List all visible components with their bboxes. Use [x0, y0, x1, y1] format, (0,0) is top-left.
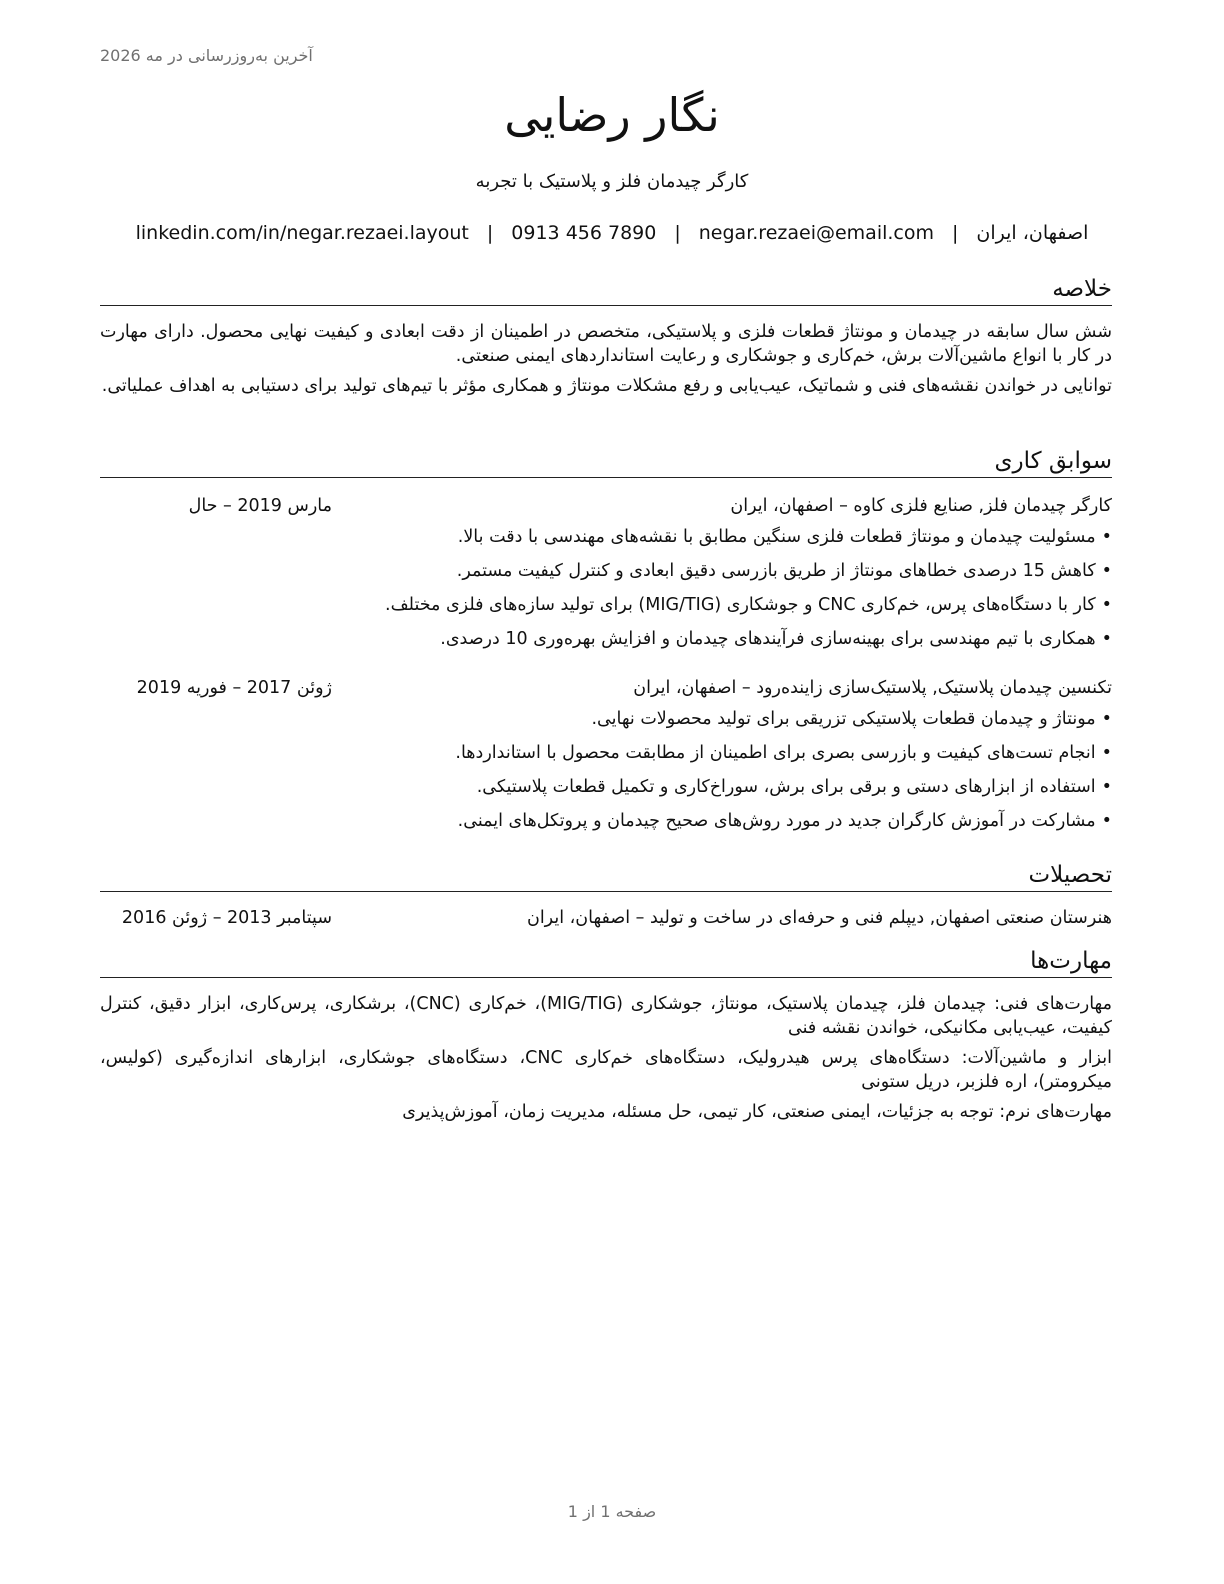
- bullet-dot-icon: •: [1101, 561, 1112, 581]
- section-title-summary: خلاصه: [100, 274, 1112, 306]
- skills-section: [100, 946, 1112, 1124]
- bullet-dot-icon: •: [1101, 595, 1112, 615]
- job-title: کارگر چیدمان فلز, صنایع فلزی کاوه – اصفهان، ایران: [730, 496, 1112, 516]
- education-entry: [100, 904, 1112, 932]
- contact-separator: |: [952, 222, 959, 244]
- skills-line: مهارت‌های فنی: چیدمان فلز، چیدمان پلاستیک، مونتاژ، جوشکاری (MIG/TIG)، خم‌کاری (CNC)، برشکاری، پرس‌کاری، ابزار دقیق، کنترل کیفیت، عیب‌یابی مکانیکی، خواندن نقشه فنی: [100, 994, 1112, 1038]
- skills-line: مهارت‌های نرم: توجه به جزئیات، ایمنی صنعتی، کار تیمی، حل مسئله، مدیریت زمان، آموزش‌پذیری: [402, 1102, 1112, 1122]
- job-bullets: [100, 702, 1112, 838]
- bullet-dot-icon: •: [1101, 709, 1112, 729]
- job-entry: [100, 674, 1112, 838]
- contact-line: [100, 222, 1124, 244]
- list-item: •مشارکت در آموزش کارگران جدید در مورد روش‌های صحیح چیدمان و پروتکل‌های ایمنی.: [100, 804, 1112, 838]
- contact-linkedin[interactable]: linkedin.com/in/negar.rezaei.layout: [135, 222, 469, 244]
- job-dates: ژوئن 2017 – فوریه 2019: [136, 678, 332, 698]
- contact-location: اصفهان، ایران: [976, 222, 1089, 244]
- education-title: هنرستان صنعتی اصفهان, دیپلم فنی و حرفه‌ای در ساخت و تولید – اصفهان، ایران: [526, 908, 1112, 928]
- bullet-dot-icon: •: [1101, 629, 1112, 649]
- section-title-education: تحصیلات: [100, 860, 1112, 892]
- summary-paragraph: شش سال سابقه در چیدمان و مونتاژ قطعات فلزی و پلاستیکی، متخصص در اطمینان از دقت ابعادی و کیفیت نهایی محصول. دارای مهارت در کار با انواع ماشین‌آلات برش، خم‌کاری و جوشکاری و رعایت استانداردهای ایمنی صنعتی.: [100, 322, 1112, 366]
- summary-section: [100, 274, 1112, 398]
- job-dates: مارس 2019 – حال: [188, 496, 332, 516]
- education-dates: سپتامبر 2013 – ژوئن 2016: [121, 908, 332, 928]
- bullet-dot-icon: •: [1101, 777, 1112, 797]
- list-item: •انجام تست‌های کیفیت و بازرسی بصری برای اطمینان از مطابقت محصول با استانداردها.: [100, 736, 1112, 770]
- job-header: [100, 674, 1112, 702]
- list-item: •همکاری با تیم مهندسی برای بهینه‌سازی فرآیندهای چیدمان و افزایش بهره‌وری 10 درصدی.: [100, 622, 1112, 656]
- contact-separator: |: [486, 222, 494, 244]
- list-item: •استفاده از ابزارهای دستی و برقی برای برش، سوراخ‌کاری و تکمیل قطعات پلاستیکی.: [100, 770, 1112, 804]
- experience-section: [100, 446, 1112, 838]
- candidate-name: نگار رضایی: [504, 88, 720, 142]
- job-title: تکنسین چیدمان پلاستیک, پلاستیک‌سازی زاینده‌رود – اصفهان، ایران: [633, 678, 1112, 698]
- list-item: •کار با دستگاه‌های پرس، خم‌کاری CNC و جوشکاری (MIG/TIG) برای تولید سازه‌های فلزی مختلف.: [100, 588, 1112, 622]
- candidate-headline: کارگر چیدمان فلز و پلاستیک با تجربه: [475, 171, 749, 192]
- list-item: •مسئولیت چیدمان و مونتاژ قطعات فلزی سنگین مطابق با نقشه‌های مهندسی با دقت بالا.: [100, 520, 1112, 554]
- section-title-experience: سوابق کاری: [100, 446, 1112, 478]
- list-item: •مونتاژ و چیدمان قطعات پلاستیکی تزریقی برای تولید محصولات نهایی.: [100, 702, 1112, 736]
- job-header: [100, 492, 1112, 520]
- contact-email[interactable]: negar.rezaei@email.com: [698, 222, 934, 244]
- job-entry: [100, 492, 1112, 656]
- skills-line: ابزار و ماشین‌آلات: دستگاه‌های پرس هیدرولیک، دستگاه‌های خم‌کاری CNC، دستگاه‌های جوشکاری، ابزارهای اندازه‌گیری (کولیس، میکرومتر)، اره فلزبر، دریل ستونی: [100, 1048, 1112, 1092]
- last-updated-note: آخرین به‌روزرسانی در مه 2026: [100, 46, 313, 65]
- section-title-skills: مهارت‌ها: [100, 946, 1112, 978]
- contact-phone: 0913 456 7890: [511, 222, 657, 244]
- page-number: صفحه 1 از 1: [567, 1502, 657, 1521]
- list-item: •کاهش 15 درصدی خطاهای مونتاژ از طریق بازرسی دقیق ابعادی و کنترل کیفیت مستمر.: [100, 554, 1112, 588]
- education-section: [100, 860, 1112, 932]
- contact-separator: |: [674, 222, 681, 244]
- bullet-dot-icon: •: [1101, 811, 1112, 831]
- summary-paragraph: توانایی در خواندن نقشه‌های فنی و شماتیک، عیب‌یابی و رفع مشکلات مونتاژ و همکاری مؤثر با تیم‌های تولید برای دستیابی به اهداف عملیاتی.: [101, 376, 1112, 396]
- job-bullets: [100, 520, 1112, 656]
- bullet-dot-icon: •: [1101, 527, 1112, 547]
- bullet-dot-icon: •: [1101, 743, 1112, 763]
